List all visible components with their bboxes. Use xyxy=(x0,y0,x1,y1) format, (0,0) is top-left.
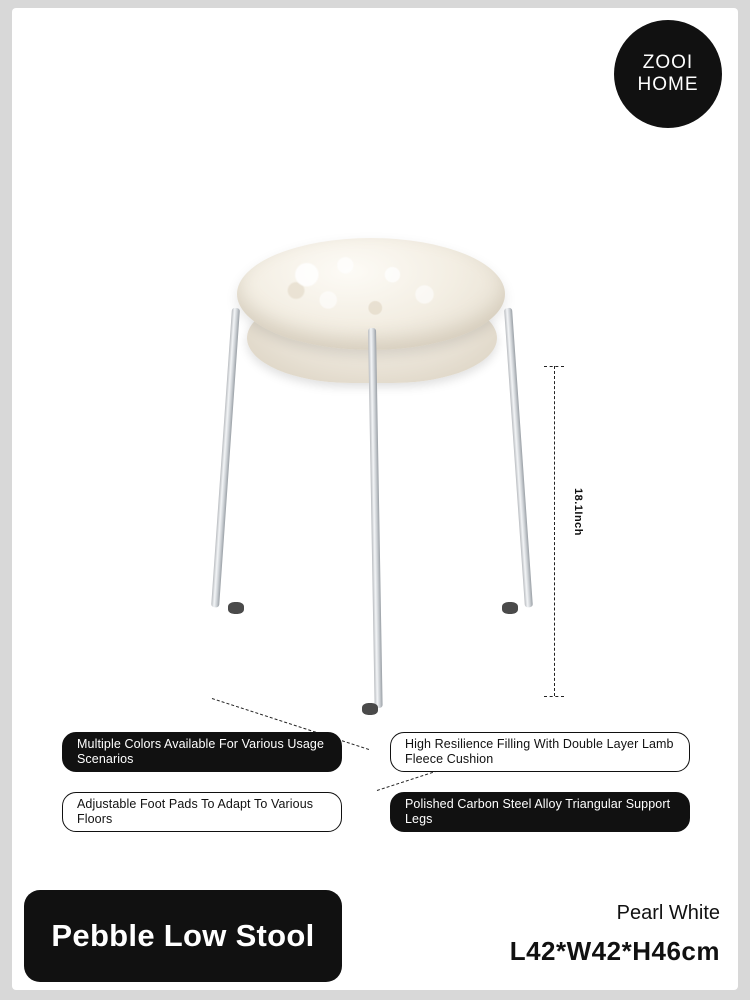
height-dimension-line xyxy=(554,366,555,696)
page-title: Pebble Low Stool xyxy=(51,918,315,953)
foot-pad-right xyxy=(502,602,518,614)
feature-pill-foot-pads[interactable] xyxy=(62,792,342,832)
color-name: Pearl White xyxy=(616,902,720,924)
height-dimension-label: 18.1Inch xyxy=(572,488,584,537)
product-card xyxy=(12,8,738,990)
feature-list xyxy=(12,720,738,840)
brand-name-line2: HOME xyxy=(637,74,699,95)
feature-pill-filling[interactable] xyxy=(390,732,690,772)
feature-pill-foot-pads-label: Adjustable Foot Pads To Adapt To Various Floors xyxy=(77,797,314,826)
leg-left xyxy=(211,308,240,608)
feature-pill-colors[interactable] xyxy=(62,732,342,772)
leg-front xyxy=(368,328,383,708)
foot-pad-front xyxy=(362,703,378,715)
feature-pill-colors-label: Multiple Colors Available For Various Usage Scenarios xyxy=(77,737,325,766)
height-dimension-cap-bottom xyxy=(544,696,564,697)
stool-illustration xyxy=(192,198,552,658)
leg-right xyxy=(504,308,533,608)
brand-name-line1: ZOOI xyxy=(642,52,694,73)
footer xyxy=(12,880,738,990)
foot-pad-left xyxy=(228,602,244,614)
feature-pill-legs[interactable] xyxy=(390,792,690,832)
feature-pill-legs-label: Polished Carbon Steel Alloy Triangular Support Legs xyxy=(405,797,671,826)
brand-badge[interactable] xyxy=(614,20,722,128)
size-spec: L42*W42*H46cm xyxy=(509,936,720,966)
product-title-plate xyxy=(24,890,342,982)
feature-pill-filling-label: High Resilience Filling With Double Layer Lamb Fleece Cushion xyxy=(405,737,674,766)
product-image xyxy=(12,158,738,698)
